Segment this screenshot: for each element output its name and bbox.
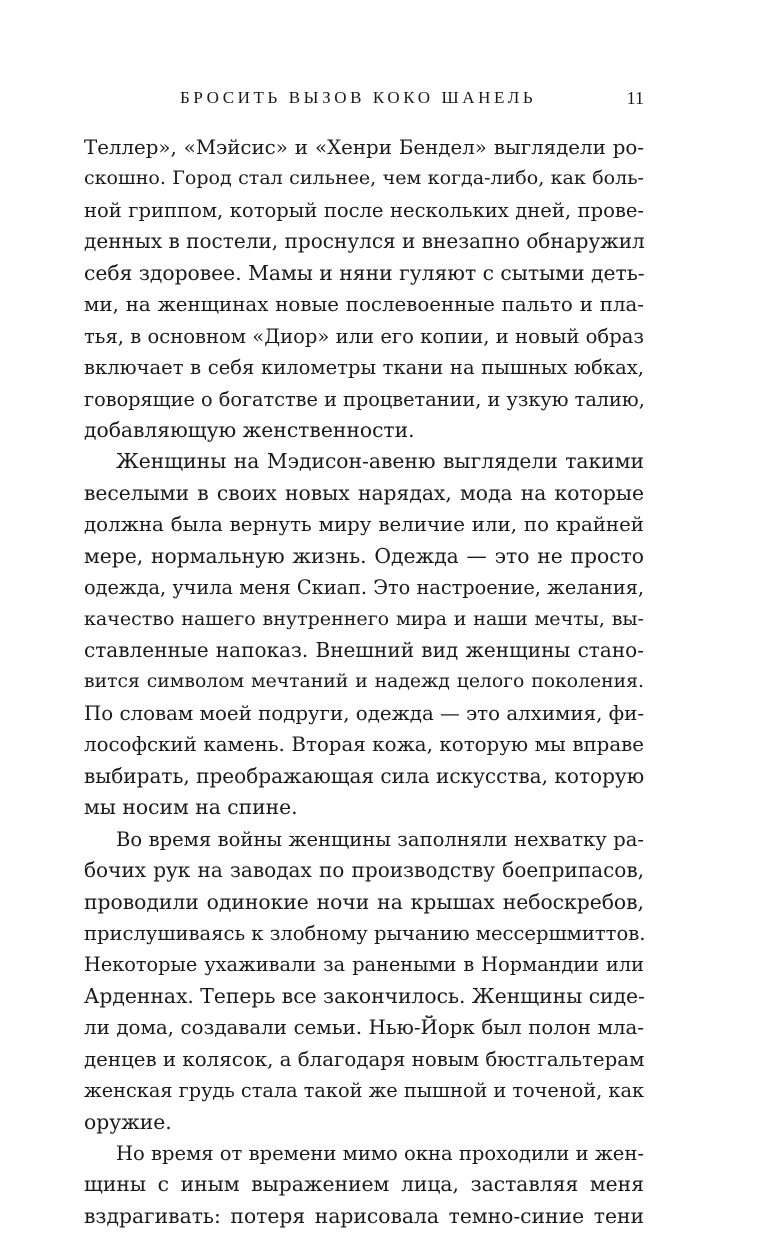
text-line: По словам моей подруги, одежда — это алхимия, фи- xyxy=(84,701,644,725)
text-line: ной гриппом, который после нескольких дней, прове- xyxy=(84,198,644,222)
text-line: Арденнах. Теперь все закончилось. Женщины сиде- xyxy=(84,983,645,1008)
text-line: Некоторые ухаживали за ранеными в Нормандии или xyxy=(84,953,644,977)
text-line: лософский камень. Вторая кожа, которую мы вправе xyxy=(84,733,644,757)
paragraph xyxy=(84,446,644,823)
text-line: должна была вернуть миру величие или, по крайней xyxy=(84,513,644,537)
text-line: денных в постели, проснулся и внезапно обнаружил xyxy=(84,229,645,254)
paragraph xyxy=(84,132,644,446)
body-text xyxy=(84,132,644,1232)
text-line: вздрагивать: потеря нарисовала темно-синие тени xyxy=(84,1203,644,1228)
text-line: бочих рук на заводах по производству боеприпасов, xyxy=(84,858,644,883)
paragraph xyxy=(84,824,644,1138)
text-line-last: мы носим на спине. xyxy=(84,795,298,820)
text-line: скошно. Город стал сильнее, чем когда-либо, как боль- xyxy=(84,167,644,190)
text-line: себя здоровее. Мамы и няни гуляют с сытыми деть- xyxy=(84,260,645,285)
text-line-last: добавляющую женственности. xyxy=(84,417,415,442)
running-header xyxy=(84,88,644,114)
text-line: вится символом мечтаний и надежд целого поколения. xyxy=(84,671,644,693)
text-line-first: Но время от времени мимо окна проходили и жен- xyxy=(116,1142,644,1165)
text-line: выбирать, преображающая сила искусства, которую xyxy=(84,763,645,788)
text-line: денцев и колясок, а благодаря новым бюстгальтерам xyxy=(84,1047,645,1071)
text-line-last: оружие. xyxy=(84,1109,172,1134)
text-line: говорящие о богатстве и процветании, и узкую талию, xyxy=(84,387,645,411)
text-line: качество нашего внутреннего мира и наши мечты, вы- xyxy=(84,607,644,630)
text-line-first: Во время войны женщины заполняли нехватку ра- xyxy=(116,827,644,851)
text-line: ми, на женщинах новые послевоенные пальто и пла- xyxy=(84,293,644,317)
text-line: ставленные напоказ. Внешний вид женщины стано- xyxy=(84,638,644,662)
text-line: включает в себя километры ткани на пышных юбках, xyxy=(84,356,644,380)
page-number: 11 xyxy=(626,88,644,108)
text-line: проводили одинокие ночи на крышах небоскребов, xyxy=(84,889,644,914)
text-line: щины с иным выражением лица, заставляя меня xyxy=(84,1172,644,1197)
text-line: женская грудь стала такой же пышной и точеной, как xyxy=(84,1079,644,1103)
paragraph xyxy=(84,1138,644,1232)
running-title: БРОСИТЬ ВЫЗОВ КОКО ШАНЕЛЬ xyxy=(180,88,537,107)
text-line: ли дома, создавали семьи. Нью-Йорк был полон мла- xyxy=(84,1016,644,1040)
text-line: мере, нормальную жизнь. Одежда — это не просто xyxy=(84,543,644,568)
text-line: прислушиваясь к злобному рычанию мессершмиттов. xyxy=(84,921,646,945)
text-line: Теллер», «Мэйсис» и «Хенри Бендел» выглядели ро- xyxy=(84,136,644,159)
text-line: одежда, учила меня Скиап. Это настроение, желания, xyxy=(84,576,644,600)
text-line-first: Женщины на Мэдисон-авеню выглядели такими xyxy=(116,449,644,474)
text-line: тья, в основном «Диор» или его копии, и новый образ xyxy=(84,324,644,348)
text-line: веселыми в своих новых нарядах, мода на которые xyxy=(84,480,644,505)
